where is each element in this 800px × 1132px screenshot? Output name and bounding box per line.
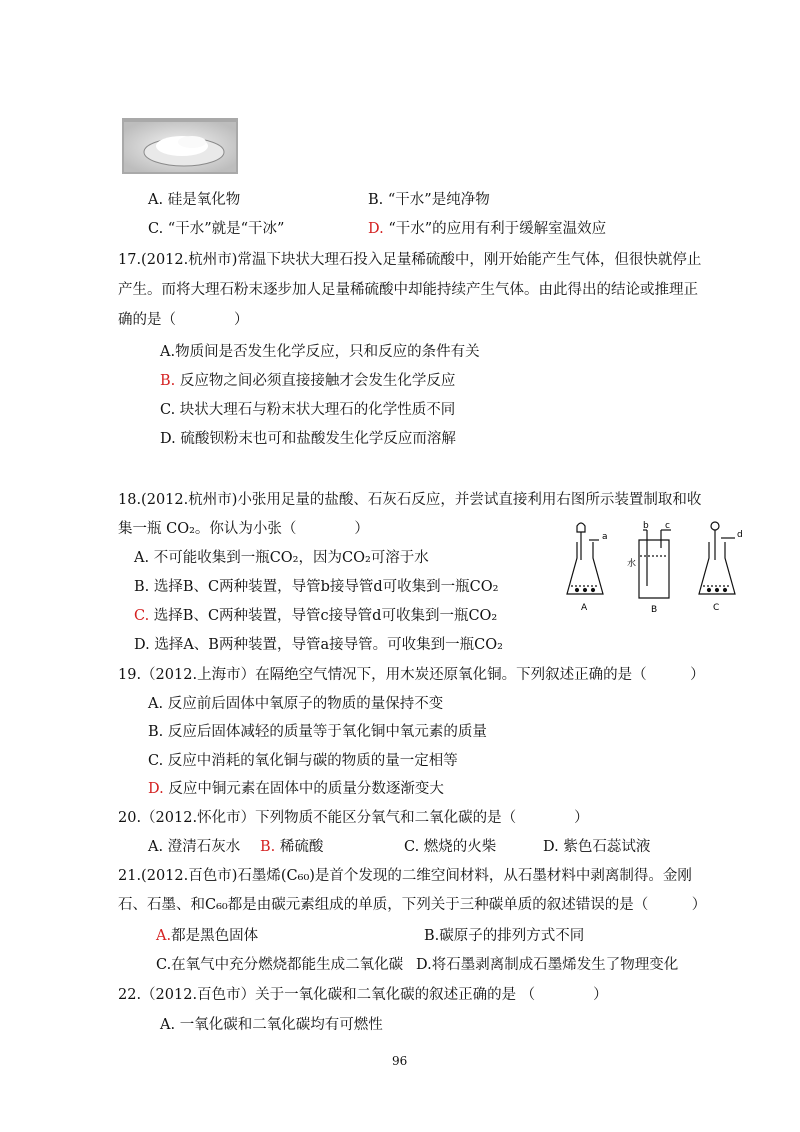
q20-option-d: D. 紫色石蕊试液 (543, 839, 651, 855)
q17-option-b (160, 371, 455, 391)
q18-option-b: B. 选择B、C两种装置，导管b接导管d可收集到一瓶CO₂ (134, 579, 499, 595)
label-c: c (665, 521, 670, 531)
q18-option-c-text: 选择B、C两种装置，导管c接导管d可收集到一瓶CO₂ (153, 608, 498, 624)
q21-option-b: B.碳原子的排列方式不同 (424, 928, 585, 944)
white-powder-photo (122, 118, 238, 174)
q19-option-d (148, 779, 444, 799)
q20-option-c: C. 燃烧的火柴 (404, 839, 497, 855)
q20-option-a: A. 澄清石灰水 (148, 839, 241, 855)
answer-letter: B. (160, 373, 176, 389)
q18-stem-line2: 集一瓶 CO₂。你认为小张（ ） (118, 521, 369, 537)
q16-option-a: A. 硅是氧化物 (148, 192, 241, 208)
q17-option-b-text: 反应物之间必须直接接触才会发生化学反应 (179, 373, 456, 389)
q19-option-d-text: 反应中铜元素在固体中的质量分数逐渐变大 (168, 781, 444, 797)
q20-option-b (260, 837, 323, 857)
q18-option-c (134, 606, 497, 626)
answer-letter: B. (260, 839, 276, 855)
label-a: a (602, 532, 608, 542)
answer-letter: A. (156, 928, 172, 944)
q21-stem-line1: 21.(2012.百色市)石墨烯(C₆₀)是首个发现的二维空间材料，从石墨材料中剥离制得。金刚 (118, 868, 692, 884)
flask-c (699, 522, 735, 594)
label-flask-c: C (713, 603, 720, 613)
q21-option-d: D.将石墨剥离制成石墨烯发生了物理变化 (416, 957, 679, 973)
q17-option-a: A.物质间是否发生化学反应，只和反应的条件有关 (160, 344, 480, 360)
q17-stem-line2: 产生。而将大理石粉末逐步加人足量稀硫酸中却能持续产生气体。由此得出的结论或推理正 (118, 282, 698, 298)
q21-option-a-text: 都是黑色固体 (171, 928, 259, 944)
label-water: 水 (627, 559, 637, 569)
answer-letter: C. (134, 608, 150, 624)
q19-option-a: A. 反应前后固体中氧原子的物质的量保持不变 (148, 696, 444, 712)
q17-stem-line1: 17.(2012.杭州市)常温下块状大理石投入足量稀硫酸中，刚开始能产生气体，但很快就停止 (118, 252, 702, 268)
q19-option-b: B. 反应后固体减轻的质量等于氧化铜中氧元素的质量 (148, 724, 487, 740)
q18-option-a: A. 不可能收集到一瓶CO₂，因为CO₂可溶于水 (134, 550, 429, 566)
q17-option-d: D. 硫酸钡粉末也可和盐酸发生化学反应而溶解 (160, 431, 456, 447)
q16-option-d-text: “干水”的应用有利于缓解室温效应 (388, 221, 607, 237)
gas-apparatus-figure (565, 520, 755, 620)
q17-stem-line3: 确的是（ ） (118, 312, 249, 328)
answer-letter: D. (148, 781, 164, 797)
answer-letter: D. (368, 221, 384, 237)
q19-stem: 19.（2012.上海市）在隔绝空气情况下，用木炭还原氧化铜。下列叙述正确的是（ ） (118, 667, 705, 683)
bottle-b (639, 530, 671, 598)
q22-option-a: A. 一氧化碳和二氧化碳均有可燃性 (160, 1017, 383, 1033)
q18-option-d: D. 选择A、B两种装置，导管a接导管。可收集到一瓶CO₂ (134, 637, 503, 653)
q18-stem-line1: 18.(2012.杭州市)小张用足量的盐酸、石灰石反应，并尝试直接利用右图所示装置制取和收 (118, 492, 702, 508)
flask-a (567, 523, 603, 594)
q20-option-b-text: 稀硫酸 (279, 839, 324, 855)
q16-option-b: B. “干水”是纯净物 (368, 192, 490, 208)
q21-option-a (156, 926, 258, 946)
q16-option-c: C. “干水”就是“干冰” (148, 221, 285, 237)
q22-stem: 22.（2012.百色市）关于一氧化碳和二氧化碳的叙述正确的是 （ ） (118, 987, 608, 1003)
q21-option-c: C.在氧气中充分燃烧都能生成二氧化碳 (156, 957, 404, 973)
q19-option-c: C. 反应中消耗的氧化铜与碳的物质的量一定相等 (148, 753, 458, 769)
label-flask-a: A (581, 603, 588, 613)
q20-stem: 20.（2012.怀化市）下列物质不能区分氧气和二氧化碳的是（ ） (118, 810, 589, 826)
label-b: b (643, 521, 649, 531)
q17-option-c: C. 块状大理石与粉末状大理石的化学性质不同 (160, 402, 456, 418)
label-d: d (737, 530, 743, 540)
q16-option-d (368, 219, 606, 239)
page-number: 96 (392, 1054, 408, 1068)
q21-stem-line2: 石、石墨、和C₆₀都是由碳元素组成的单质，下列关于三种碳单质的叙述错误的是（ ） (118, 897, 707, 913)
label-bottle-b: B (651, 605, 658, 615)
